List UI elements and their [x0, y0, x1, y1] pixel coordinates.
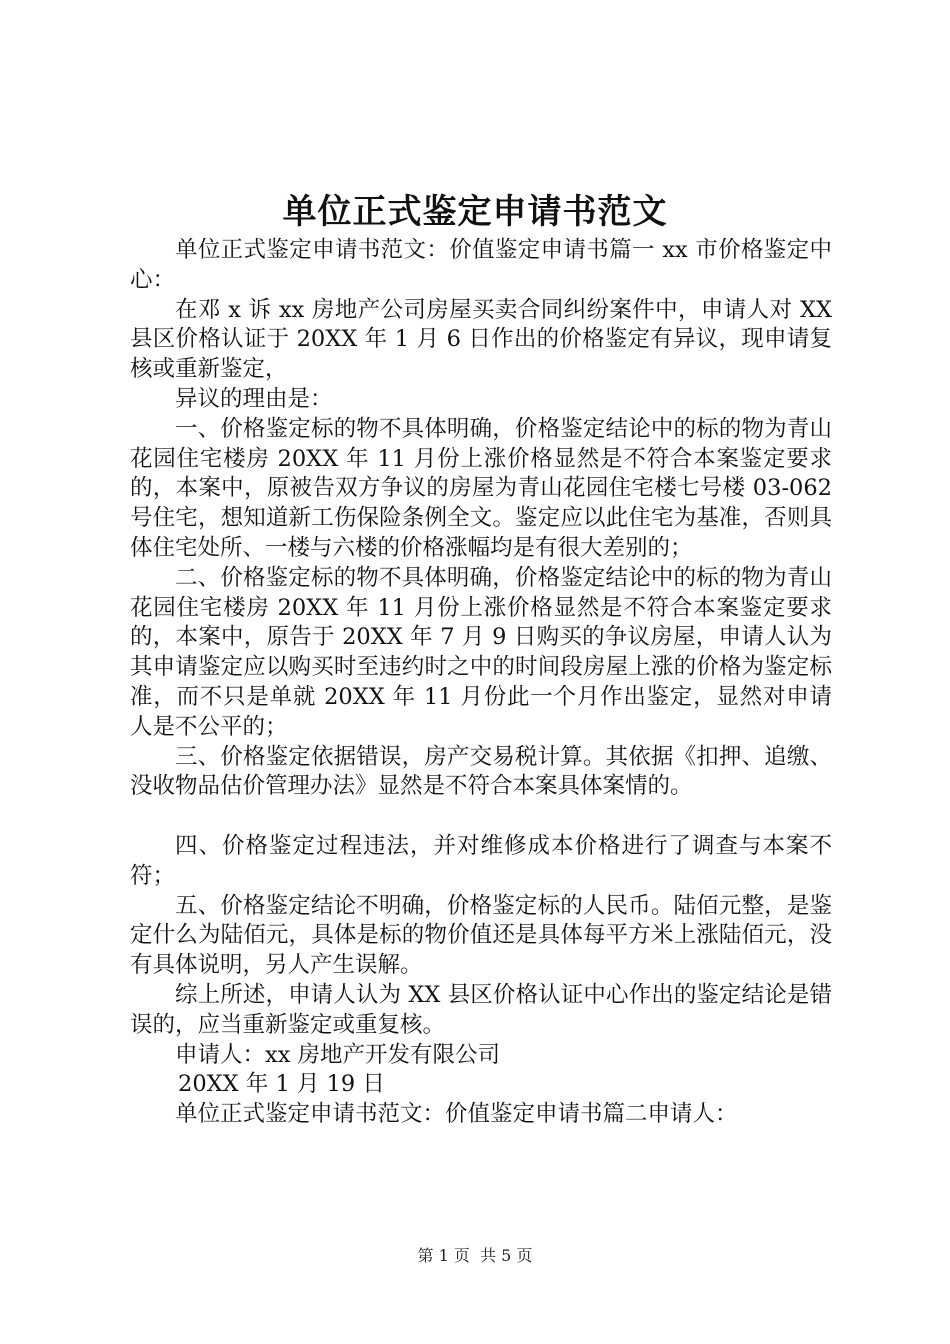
paragraph-reason-4: 四、价格鉴定过程违法，并对维修成本价格进行了调查与本案不符；	[130, 832, 832, 889]
applicant-line: 申请人：xx 房地产开发有限公司	[175, 1041, 501, 1068]
document-title: 单位正式鉴定申请书范文	[282, 192, 668, 232]
paragraph-case: 在邓 x 诉 xx 房地产公司房屋买卖合同纠纷案件中，申请人对 XX 县区价格认证于 20XX 年 1 月 6 日作出的价格鉴定有异议，现申请复核或重新鉴定，	[130, 296, 832, 383]
date-line: 20XX 年 1 月 19 日	[178, 1071, 385, 1098]
paragraph-continuation: 单位正式鉴定申请书范文：价值鉴定申请书篇二申请人：	[175, 1101, 738, 1128]
paragraph-reasons-heading: 异议的理由是：	[175, 385, 333, 412]
page-footer	[0, 1243, 950, 1266]
paragraph-intro: 单位正式鉴定申请书范文：价值鉴定申请书篇一 xx 市价格鉴定中心：	[130, 237, 832, 293]
paragraph-conclusion: 综上所述，申请人认为 XX 县区价格认证中心作出的鉴定结论是错误的，应当重新鉴定或重复核。	[130, 981, 832, 1038]
paragraph-reason-1: 一、价格鉴定标的物不具体明确，价格鉴定结论中的标的物为青山花园住宅楼房 20XX 年 11 月份上涨价格显然是不符合本案鉴定要求的，本案中，原被告双方争议的房屋为青山花园住宅楼七号楼 03-062 号住宅，想知道新工伤保险条例全文。鉴定应以此住宅为基准，否则具体住宅处所、一楼与六楼的价格涨幅均是有很大差别的；	[130, 415, 832, 561]
document-body	[130, 236, 832, 1130]
paragraph-reason-5: 五、价格鉴定结论不明确，价格鉴定标的人民币。陆佰元整，是鉴定什么为陆佰元，具体是标的物价值还是具体每平方米上涨陆佰元，没有具体说明，另人产生误解。	[130, 892, 832, 979]
paragraph-reason-3: 三、价格鉴定依据错误，房产交易税计算。其依据《扣押、追缴、没收物品估价管理办法》显然是不符合本案具体案情的。	[130, 743, 832, 800]
paragraph-reason-2: 二、价格鉴定标的物不具体明确，价格鉴定结论中的标的物为青山花园住宅楼房 20XX 年 11 月份上涨价格显然是不符合本案鉴定要求的，本案中，原告于 20XX 年 7 月 9 日购买的争议房屋，申请人认为其申请鉴定应以购买时至违约时之中的时间段房屋上涨的价格为鉴定标准，而不只是单就 20XX 年 11 月份此一个月作出鉴定，显然对申请人是不公平的；	[130, 564, 832, 740]
page-number: 第 1 页 共 5 页	[417, 1246, 533, 1265]
